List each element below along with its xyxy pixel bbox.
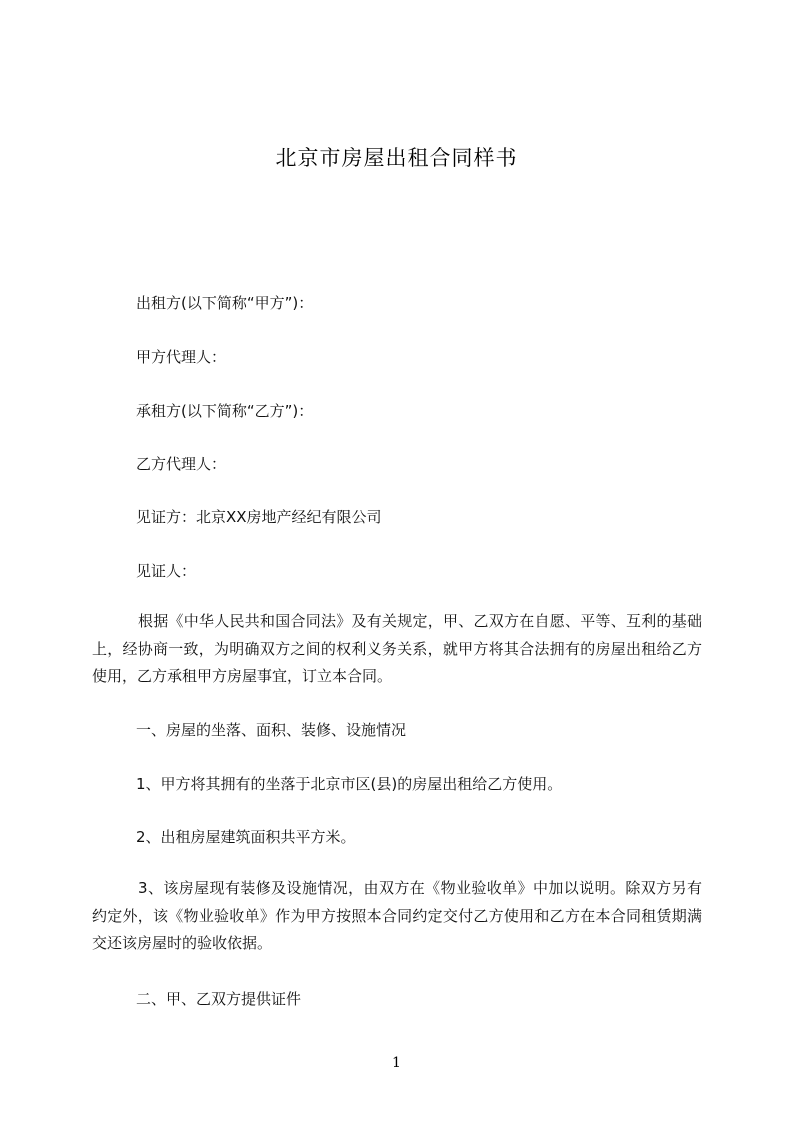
lessee-agent-line: 乙方代理人： xyxy=(136,455,227,473)
lessor-line: 出租方(以下简称“甲方”)： xyxy=(136,294,314,312)
section-1-item-2: 2、出租房屋建筑面积共平方米。 xyxy=(136,828,356,846)
page-number: 1 xyxy=(392,1055,401,1071)
section-2-heading: 二、甲、乙双方提供证件 xyxy=(136,990,302,1008)
lessor-agent-line: 甲方代理人： xyxy=(136,348,227,366)
section-1-item-3: 3、该房屋现有装修及设施情况，由双方在《物业验收单》中加以说明。除双方另有约定外，该《物业验收单》作为甲方按照本合同约定交付乙方使用和乙方在本合同租赁期满交还该房屋时的验收依据。 xyxy=(92,879,702,952)
section-1-heading: 一、房屋的坐落、面积、装修、设施情况 xyxy=(136,721,407,739)
preamble-paragraph: 根据《中华人民共和国合同法》及有关规定，甲、乙双方在自愿、平等、互利的基础上，经协商一致，为明确双方之间的权利义务关系，就甲方将其合法拥有的房屋出租给乙方使用，乙方承租甲方房屋事宜，订立本合同。 xyxy=(92,612,702,685)
lessee-line: 承租方(以下简称“乙方”)： xyxy=(136,402,314,420)
document-title: 北京市房屋出租合同样书 xyxy=(275,146,518,170)
witness-party-line: 见证方：北京XX房地产经纪有限公司 xyxy=(136,508,382,526)
section-1-item-1: 1、甲方将其拥有的坐落于北京市区(县)的房屋出租给乙方使用。 xyxy=(136,775,563,793)
witness-person-line: 见证人： xyxy=(136,562,197,580)
